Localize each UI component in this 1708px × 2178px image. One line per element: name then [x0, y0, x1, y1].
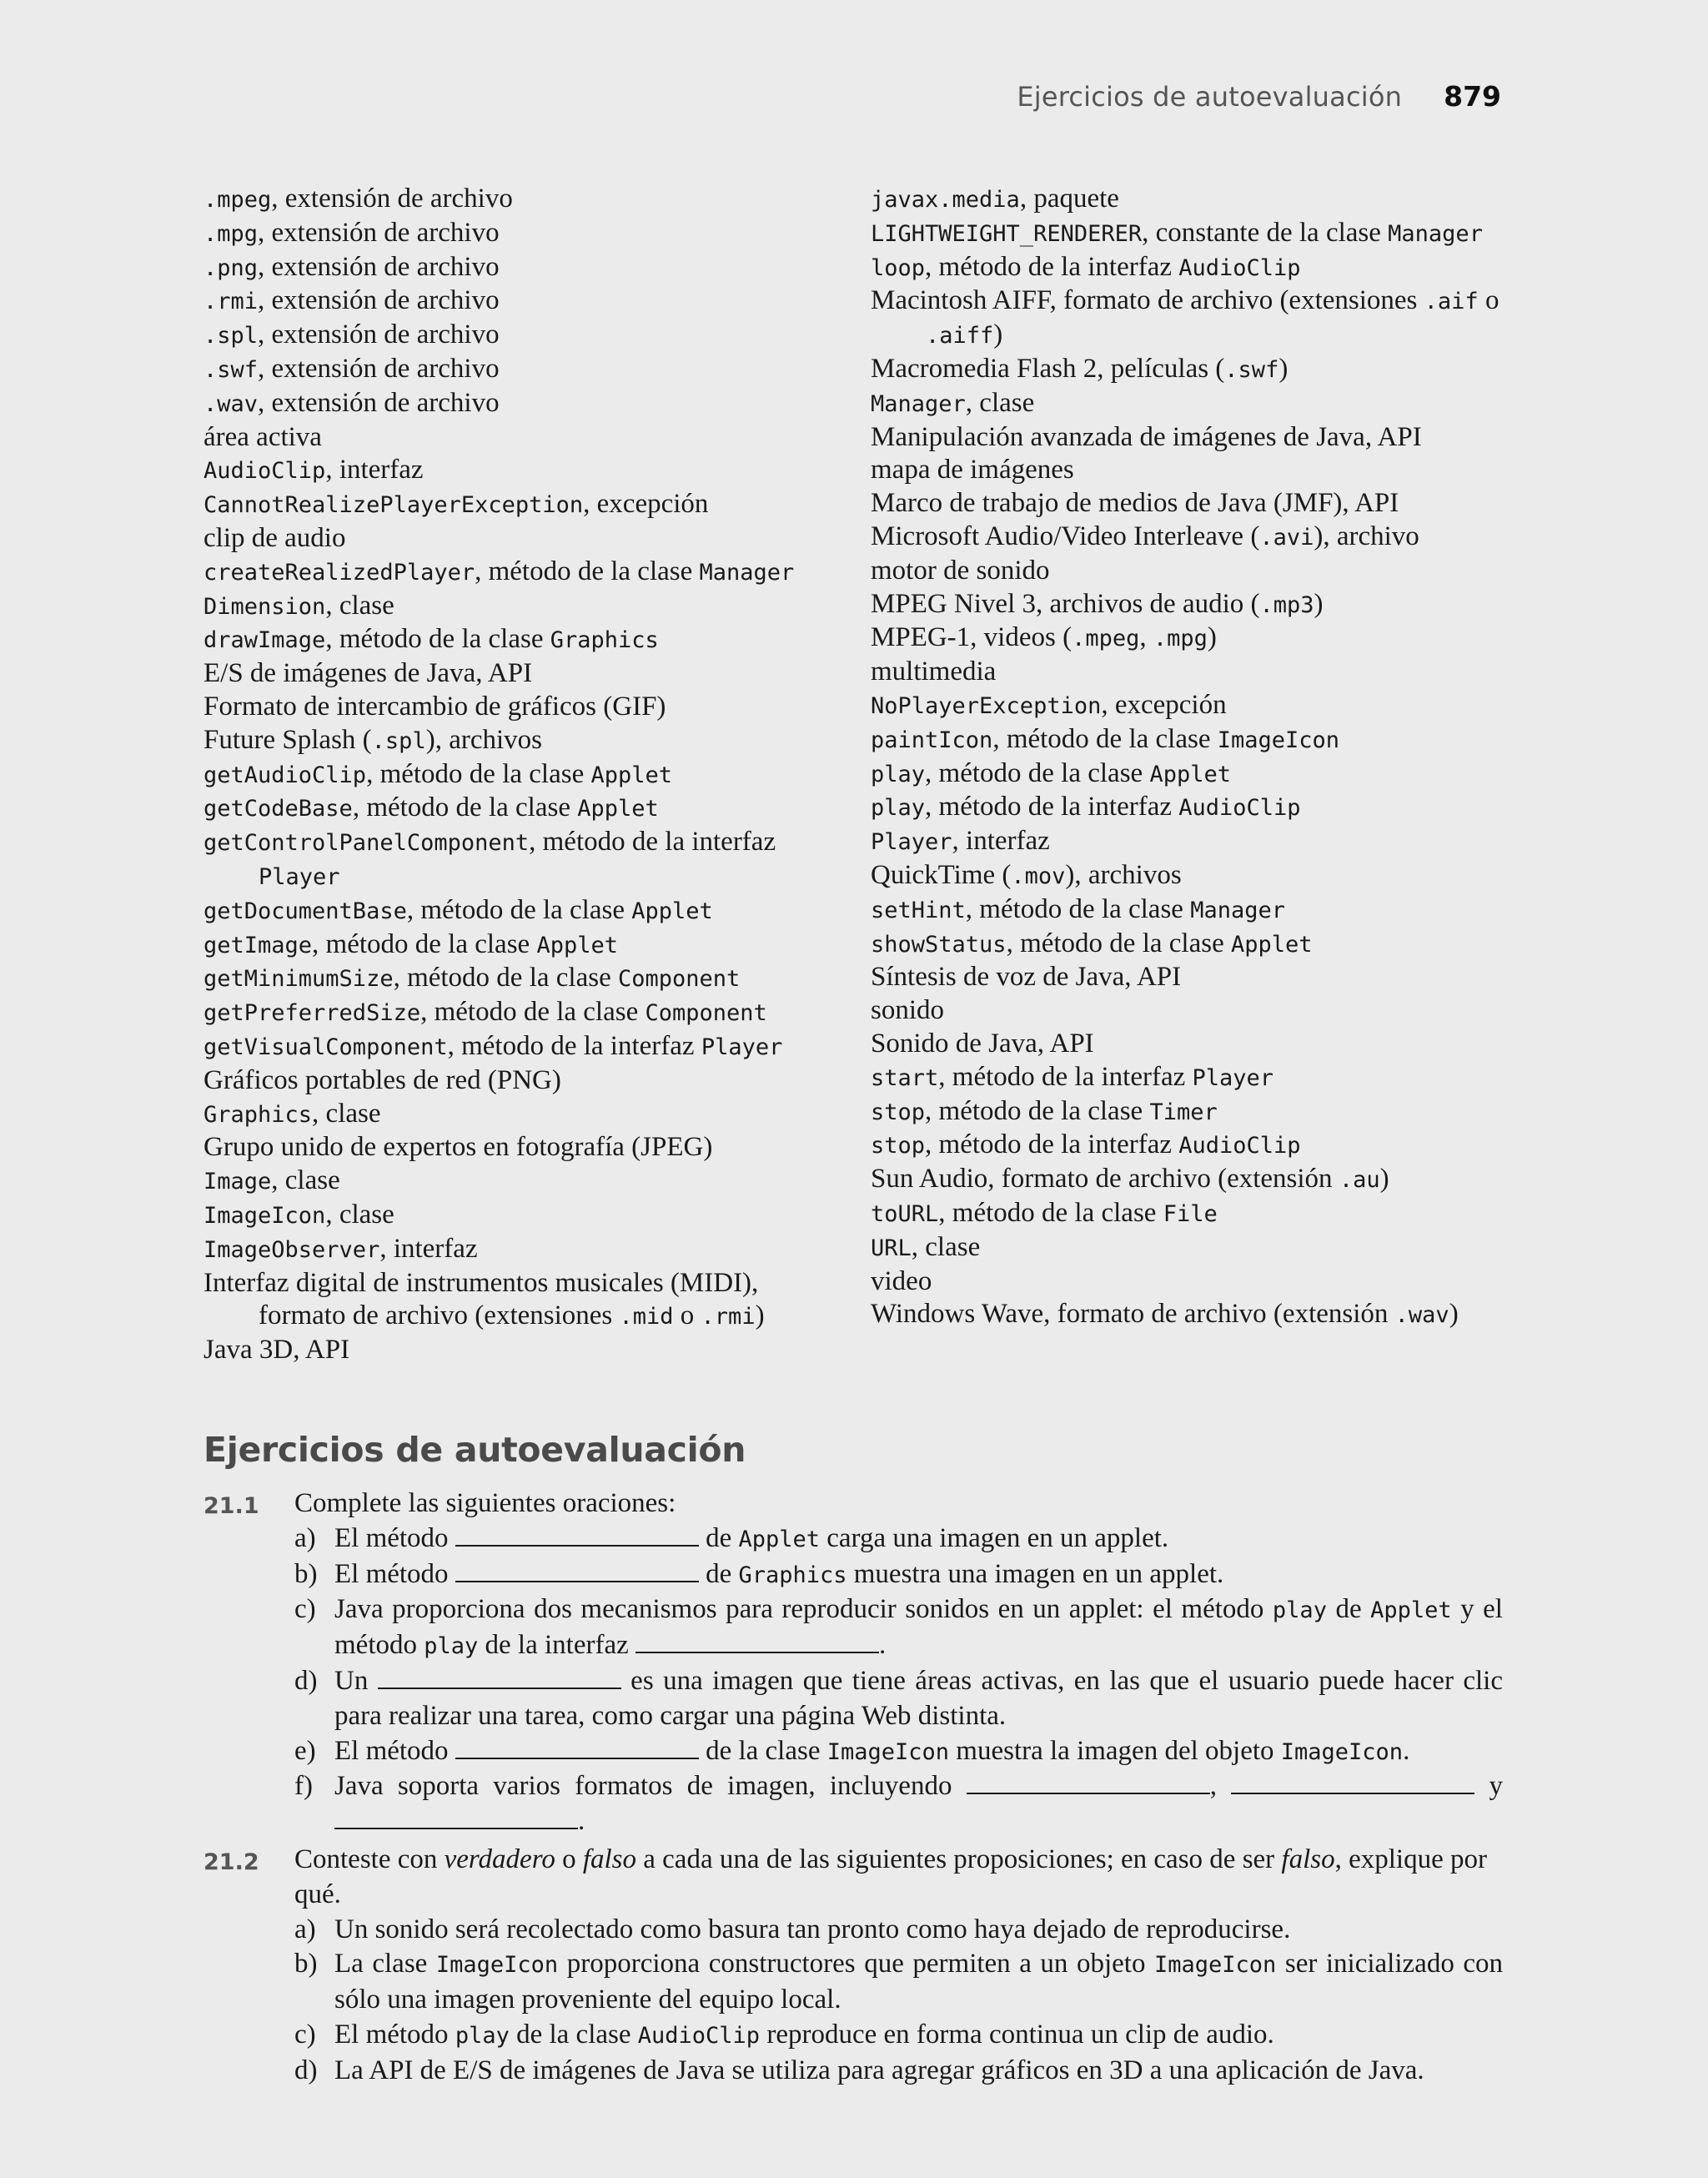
section-title: Ejercicios de autoevaluación: [203, 1430, 746, 1470]
index-entry: showStatus, método de la clase Applet: [871, 928, 1313, 958]
exercise-body: [294, 1843, 1503, 2089]
answer-blank[interactable]: [455, 1580, 699, 1582]
index-entry: mapa de imágenes: [871, 455, 1074, 485]
exercise-item-c: [294, 2018, 1503, 2054]
index-entry: video: [871, 1265, 932, 1296]
index-entry: Player, interfaz: [871, 826, 1050, 857]
index-entry: play, método de la interfaz AudioClip: [871, 792, 1301, 822]
index-entry: play, método de la clase Applet: [871, 757, 1231, 788]
index-entry: Microsoft Audio/Video Interleave (.avi), archivo: [871, 521, 1419, 551]
item-letter: d): [294, 1665, 318, 1696]
index-entry: Manager, clase: [871, 387, 1035, 418]
exercise-21-2: [203, 1843, 1503, 2089]
exercise-item-d: [294, 2054, 1503, 2089]
item-text: El método de la clase ImageIcon muestra la imagen del objeto ImageIcon.: [334, 1735, 1410, 1766]
index-entry: loop, método de la interfaz AudioClip: [871, 251, 1301, 282]
index-entry: .mpeg, extensión de archivo: [203, 184, 513, 214]
index-entry: Java 3D, API: [203, 1335, 350, 1366]
exercise-items: [294, 1913, 1503, 2089]
index-entry: E/S de imágenes de Java, API: [203, 658, 533, 689]
index-entry: URL, clase: [871, 1231, 981, 1262]
answer-blank[interactable]: [967, 1792, 1210, 1794]
item-text: Java soporta varios formatos de imagen, incluyendo , y .: [334, 1771, 1503, 1837]
index-terms-right-column: [871, 183, 1513, 1332]
index-entry: área activa: [203, 421, 322, 452]
item-letter: a): [294, 1914, 316, 1944]
index-entry: getMinimumSize, método de la clase Component: [203, 963, 741, 993]
index-entry: NoPlayerException, excepción: [871, 689, 1227, 720]
index-entry: Manipulación avanzada de imágenes de Java, API: [871, 421, 1422, 452]
index-entry: getDocumentBase, método de la clase Applet: [203, 894, 713, 925]
item-text: El método de Graphics muestra una imagen en un applet.: [334, 1558, 1224, 1589]
item-text: Java proporciona dos mecanismos para reproducir sonidos en un applet: el método play de Applet y el método play de la interfaz .: [334, 1594, 1503, 1661]
exercise-item-b: [294, 1557, 1503, 1593]
index-entry: .spl, extensión de archivo: [203, 319, 500, 350]
index-entry: start, método de la interfaz Player: [871, 1061, 1274, 1092]
index-entry: getPreferredSize, método de la clase Component: [203, 997, 767, 1028]
index-entry: getCodeBase, método de la clase Applet: [203, 792, 659, 823]
running-header: [1017, 80, 1501, 113]
index-entry: .wav, extensión de archivo: [203, 387, 500, 418]
index-entry: Image, clase: [203, 1165, 340, 1196]
index-entry: Sonido de Java, API: [871, 1028, 1094, 1059]
answer-blank[interactable]: [1231, 1792, 1474, 1794]
index-entry: ImageIcon, clase: [203, 1199, 394, 1230]
exercise-item-f: [294, 1769, 1503, 1839]
index-entry: toURL, método de la clase File: [871, 1197, 1218, 1228]
exercise-21-1: [203, 1486, 1503, 1839]
index-entry: Macromedia Flash 2, películas (.swf): [871, 353, 1289, 384]
answer-blank[interactable]: [455, 1544, 699, 1547]
index-entry: getImage, método de la clase Applet: [203, 928, 618, 959]
index-entry: drawImage, método de la clase Graphics: [203, 624, 659, 655]
item-text: Un sonido será recolectado como basura tan pronto como haya dejado de reproducirse.: [334, 1914, 1291, 1944]
index-entry: Sun Audio, formato de archivo (extensión .au): [871, 1164, 1389, 1195]
index-entry: AudioClip, interfaz: [203, 455, 424, 485]
index-entry: stop, método de la interfaz AudioClip: [871, 1129, 1301, 1160]
index-entry: Future Splash (.spl), archivos: [203, 724, 542, 755]
item-letter: e): [294, 1735, 316, 1766]
index-entry: sonido: [871, 995, 945, 1026]
item-letter: a): [294, 1522, 316, 1553]
index-terms-left-column: [203, 183, 821, 1367]
index-entry: Windows Wave, formato de archivo (extensión .wav): [871, 1299, 1459, 1330]
item-text: La API de E/S de imágenes de Java se utiliza para agregar gráficos en 3D a una aplicación de Java.: [334, 2055, 1424, 2085]
index-entry: setHint, método de la clase Manager: [871, 893, 1285, 924]
exercise-number: 21.1: [203, 1493, 259, 1519]
exercise-item-a: [294, 1913, 1503, 1948]
index-entry: motor de sonido: [871, 555, 1050, 586]
answer-blank[interactable]: [635, 1651, 879, 1653]
exercise-items: [294, 1522, 1503, 1839]
answer-blank[interactable]: [455, 1757, 699, 1759]
page-number: 879: [1444, 80, 1501, 113]
exercise-item-d: [294, 1664, 1503, 1734]
index-entry: .rmi, extensión de archivo: [203, 285, 500, 316]
exercise-item-b: [294, 1947, 1503, 2018]
index-entry: MPEG-1, videos (.mpeg, .mpg): [871, 622, 1217, 653]
index-entry: Gráficos portables de red (PNG): [203, 1064, 561, 1095]
index-entry: getAudioClip, método de la clase Applet: [203, 758, 673, 789]
exercise-intro: Conteste con verdadero o falso a cada una de las siguientes proposiciones; en caso de ser falso, explique por qué.: [294, 1844, 1487, 1909]
index-entry: createRealizedPlayer, método de la clase Manager: [203, 556, 795, 586]
index-entry: Interfaz digital de instrumentos musicales (MIDI), formato de archivo (extensiones .mid o .rmi): [203, 1267, 765, 1331]
index-entry: .mpg, extensión de archivo: [203, 217, 500, 248]
index-entry: getControlPanelComponent, método de la interfaz Player: [203, 827, 776, 890]
item-text: La clase ImageIcon proporciona constructores que permiten a un objeto ImageIcon ser inicializado con sólo una imagen proveniente del equipo local.: [334, 1949, 1504, 2015]
index-entry: QuickTime (.mov), archivos: [871, 859, 1182, 890]
index-entry: MPEG Nivel 3, archivos de audio (.mp3): [871, 588, 1324, 619]
item-text: Un es una imagen que tiene áreas activas, en las que el usuario puede hacer clic para realizar una tarea, como cargar una página Web distinta.: [334, 1665, 1503, 1731]
exercise-item-a: [294, 1522, 1503, 1557]
running-title: Ejercicios de autoevaluación: [1017, 81, 1403, 113]
item-text: El método de Applet carga una imagen en un applet.: [334, 1522, 1169, 1553]
index-entry: .png, extensión de archivo: [203, 251, 500, 282]
item-letter: f): [294, 1771, 313, 1802]
index-entry: Graphics, clase: [203, 1098, 381, 1129]
index-entry: Formato de intercambio de gráficos (GIF): [203, 691, 666, 722]
index-entry: multimedia: [871, 656, 997, 687]
index-entry: getVisualComponent, método de la interfaz Player: [203, 1030, 783, 1061]
index-entry: clip de audio: [203, 522, 346, 553]
index-entry: paintIcon, método de la clase ImageIcon: [871, 723, 1340, 754]
exercise-item-e: [294, 1734, 1503, 1770]
answer-blank[interactable]: [378, 1687, 621, 1689]
index-entry: javax.media, paquete: [871, 184, 1119, 214]
answer-blank[interactable]: [334, 1827, 578, 1829]
index-entry: LIGHTWEIGHT_RENDERER, constante de la clase Manager: [871, 217, 1483, 248]
item-letter: b): [294, 1949, 318, 1979]
index-entry: Grupo unido de expertos en fotografía (JPEG): [203, 1132, 713, 1163]
index-entry: CannotRealizePlayerException, excepción: [203, 489, 709, 520]
index-entry: stop, método de la clase Timer: [871, 1095, 1218, 1126]
exercise-item-c: [294, 1592, 1503, 1664]
item-text: El método play de la clase AudioClip reproduce en forma continua un clip de audio.: [334, 2019, 1274, 2050]
exercise-body: [294, 1486, 1503, 1839]
index-entry: Marco de trabajo de medios de Java (JMF), API: [871, 488, 1399, 519]
item-letter: c): [294, 2019, 316, 2050]
index-entry: Macintosh AIFF, formato de archivo (extensiones .aif o .aiff): [871, 285, 1500, 350]
exercise-intro: Complete las siguientes oraciones:: [294, 1488, 676, 1518]
item-letter: c): [294, 1594, 316, 1625]
item-letter: b): [294, 1558, 318, 1589]
index-entry: Síntesis de voz de Java, API: [871, 962, 1182, 993]
self-review-exercises: [203, 1486, 1503, 2092]
exercise-number: 21.2: [203, 1849, 259, 1875]
index-entry: ImageObserver, interfaz: [203, 1233, 478, 1264]
index-entry: .swf, extensión de archivo: [203, 353, 500, 384]
index-entry: Dimension, clase: [203, 590, 394, 621]
item-letter: d): [294, 2055, 318, 2085]
